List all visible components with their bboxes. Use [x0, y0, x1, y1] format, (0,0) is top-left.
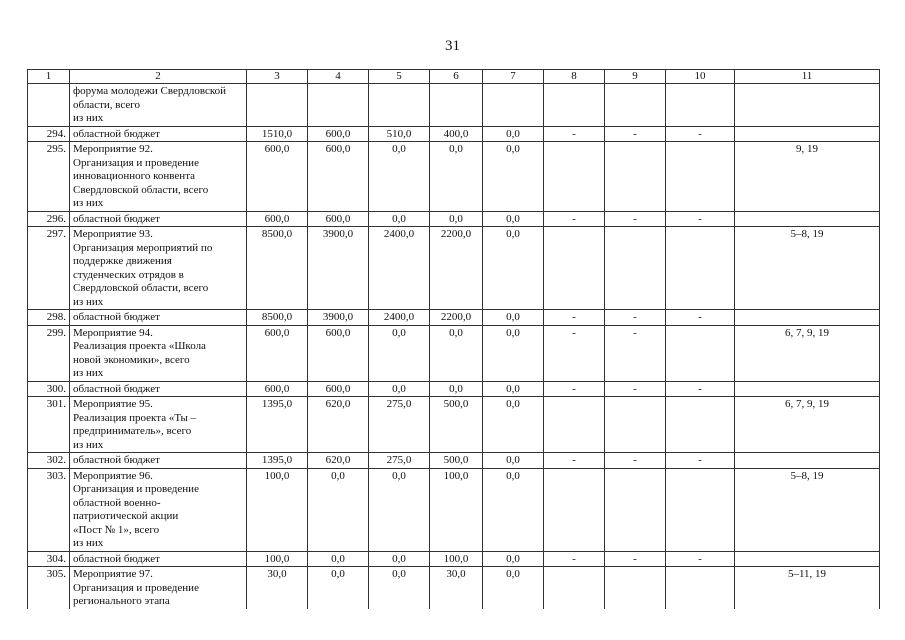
column-header: 11 [735, 70, 880, 84]
cell-col-6: 30,0 [430, 567, 483, 609]
cell-col-8: - [544, 211, 605, 227]
cell-col-6: 0,0 [430, 211, 483, 227]
cell-col-7: 0,0 [483, 551, 544, 567]
row-name [70, 126, 247, 142]
cell-col-4: 620,0 [308, 397, 369, 453]
page-number: 31 [445, 38, 460, 54]
cell-col-11 [735, 551, 880, 567]
cell-col-4: 600,0 [308, 142, 369, 212]
cell-col-11: 5–11, 19 [735, 567, 880, 609]
row-name-line: Мероприятие 93. [73, 228, 153, 240]
cell-col-9 [605, 567, 666, 609]
row-name-line: форума молодежи Свердловской [73, 85, 227, 97]
row-name-line: патриотической акции [73, 510, 179, 522]
row-name-line: Мероприятие 95. [73, 398, 153, 410]
cell-col-3: 1510,0 [247, 126, 308, 142]
column-header: 9 [605, 70, 666, 84]
cell-col-5: 0,0 [369, 551, 430, 567]
cell-col-8: - [544, 325, 605, 381]
table-row [28, 211, 880, 227]
row-number: 304. [28, 551, 70, 567]
cell-col-7: 0,0 [483, 310, 544, 326]
row-name-line: Мероприятие 97. [73, 568, 153, 580]
column-header: 4 [308, 70, 369, 84]
table-row [28, 567, 880, 609]
row-number: 300. [28, 381, 70, 397]
cell-col-9: - [605, 325, 666, 381]
cell-col-6: 2200,0 [430, 227, 483, 310]
row-name [70, 468, 247, 551]
cell-col-4: 0,0 [308, 468, 369, 551]
cell-col-4: 600,0 [308, 381, 369, 397]
cell-col-10 [666, 567, 735, 609]
cell-col-4: 3900,0 [308, 227, 369, 310]
row-name-line: из них [73, 537, 104, 549]
cell-col-8 [544, 397, 605, 453]
cell-col-3: 1395,0 [247, 453, 308, 469]
cell-col-4: 600,0 [308, 325, 369, 381]
table-row [28, 551, 880, 567]
row-name [70, 567, 247, 609]
row-number: 305. [28, 567, 70, 609]
cell-col-10: - [666, 126, 735, 142]
table-row [28, 397, 880, 453]
row-name-line: Мероприятие 96. [73, 469, 153, 482]
cell-col-11: 5–8, 19 [735, 227, 880, 310]
cell-col-9 [605, 84, 666, 127]
row-name [70, 381, 247, 397]
cell-col-3: 600,0 [247, 381, 308, 397]
row-number: 299. [28, 325, 70, 381]
table-row [28, 453, 880, 469]
row-name [70, 551, 247, 567]
cell-col-9: - [605, 126, 666, 142]
cell-col-6: 0,0 [430, 381, 483, 397]
cell-col-7 [483, 84, 544, 127]
cell-col-5: 0,0 [369, 567, 430, 609]
cell-col-8 [544, 567, 605, 609]
cell-col-9 [605, 142, 666, 212]
cell-col-11 [735, 126, 880, 142]
table-row [28, 126, 880, 142]
row-name-line: новой экономики», всего [73, 353, 190, 366]
cell-col-3: 600,0 [247, 211, 308, 227]
row-name-line: из них [73, 112, 104, 124]
row-name-line: инновационного конвента [73, 170, 196, 182]
cell-col-10 [666, 468, 735, 551]
cell-col-9 [605, 227, 666, 310]
cell-col-7: 0,0 [483, 381, 544, 397]
cell-col-9 [605, 397, 666, 453]
cell-col-9: - [605, 310, 666, 326]
cell-col-10: - [666, 551, 735, 567]
table-header-row [28, 70, 880, 84]
cell-col-8 [544, 227, 605, 310]
cell-col-10 [666, 397, 735, 453]
row-name-line: регионального этапа [73, 595, 170, 607]
row-name-line: Организация и проведение [73, 156, 199, 169]
row-name-line: поддержке движения [73, 255, 172, 267]
row-name-line: Реализация проекта «Ты – [73, 411, 197, 424]
row-name-line: области, всего [73, 98, 141, 111]
cell-col-10 [666, 325, 735, 381]
cell-col-8: - [544, 310, 605, 326]
cell-col-10 [666, 142, 735, 212]
row-number: 303. [28, 468, 70, 551]
table-row [28, 310, 880, 326]
column-header: 1 [28, 70, 70, 84]
cell-col-8 [544, 468, 605, 551]
cell-col-11 [735, 381, 880, 397]
column-header: 5 [369, 70, 430, 84]
cell-col-7: 0,0 [483, 397, 544, 453]
cell-col-5: 0,0 [369, 142, 430, 212]
row-name-line: Организация и проведение [73, 483, 199, 495]
row-name [70, 310, 247, 326]
row-name-line: из них [73, 367, 104, 379]
row-name [70, 325, 247, 381]
cell-col-10: - [666, 310, 735, 326]
cell-col-10: - [666, 381, 735, 397]
column-header: 10 [666, 70, 735, 84]
row-name [70, 227, 247, 310]
cell-col-5: 510,0 [369, 126, 430, 142]
cell-col-3: 100,0 [247, 468, 308, 551]
row-name-line: Организация и проведение [73, 581, 199, 594]
cell-col-11: 6, 7, 9, 19 [735, 397, 880, 453]
cell-col-5: 275,0 [369, 397, 430, 453]
cell-col-10: - [666, 211, 735, 227]
cell-col-9 [605, 468, 666, 551]
cell-col-4 [308, 84, 369, 127]
cell-col-5: 0,0 [369, 325, 430, 381]
cell-col-3: 100,0 [247, 551, 308, 567]
cell-col-6: 0,0 [430, 142, 483, 212]
row-name-line: студенческих отрядов в [73, 268, 184, 281]
cell-col-3: 600,0 [247, 142, 308, 212]
cell-col-4: 600,0 [308, 126, 369, 142]
cell-col-6: 100,0 [430, 551, 483, 567]
row-name [70, 211, 247, 227]
cell-col-11 [735, 453, 880, 469]
cell-col-11 [735, 310, 880, 326]
column-header: 2 [70, 70, 247, 84]
column-header: 3 [247, 70, 308, 84]
row-name-line: Мероприятие 92. [73, 143, 153, 155]
row-name [70, 397, 247, 453]
cell-col-3: 30,0 [247, 567, 308, 609]
row-number: 298. [28, 310, 70, 326]
cell-col-6: 100,0 [430, 468, 483, 551]
cell-col-9: - [605, 453, 666, 469]
cell-col-7: 0,0 [483, 453, 544, 469]
row-number: 301. [28, 397, 70, 453]
row-number: 297. [28, 227, 70, 310]
cell-col-11: 9, 19 [735, 142, 880, 212]
row-name-line: областной бюджет [73, 127, 160, 140]
cell-col-7: 0,0 [483, 227, 544, 310]
row-number: 295. [28, 142, 70, 212]
cell-col-7: 0,0 [483, 567, 544, 609]
cell-col-5: 0,0 [369, 468, 430, 551]
row-name-line: предприниматель», всего [73, 425, 192, 437]
cell-col-5: 2400,0 [369, 227, 430, 310]
row-name [70, 453, 247, 469]
row-number [28, 84, 70, 127]
row-name-line: Свердловской области, всего [73, 183, 209, 196]
column-header: 6 [430, 70, 483, 84]
row-name-line: из них [73, 197, 104, 209]
row-name-line: областной бюджет [73, 382, 160, 395]
cell-col-3: 1395,0 [247, 397, 308, 453]
table-row [28, 142, 880, 212]
row-name-line: Реализация проекта «Школа [73, 340, 206, 352]
table-row [28, 227, 880, 310]
cell-col-6: 400,0 [430, 126, 483, 142]
cell-col-4: 620,0 [308, 453, 369, 469]
program-table [27, 69, 880, 609]
cell-col-4: 600,0 [308, 211, 369, 227]
cell-col-9: - [605, 211, 666, 227]
column-header: 8 [544, 70, 605, 84]
cell-col-7: 0,0 [483, 211, 544, 227]
cell-col-3 [247, 84, 308, 127]
cell-col-10 [666, 84, 735, 127]
row-name-line: Свердловской области, всего [73, 282, 209, 294]
table-row [28, 381, 880, 397]
row-name-line: Мероприятие 94. [73, 326, 153, 339]
cell-col-3: 8500,0 [247, 310, 308, 326]
row-name-line: из них [73, 295, 104, 308]
cell-col-5 [369, 84, 430, 127]
cell-col-10: - [666, 453, 735, 469]
row-name-line: областной бюджет [73, 552, 160, 565]
cell-col-8: - [544, 126, 605, 142]
cell-col-11: 5–8, 19 [735, 468, 880, 551]
row-number: 302. [28, 453, 70, 469]
cell-col-3: 600,0 [247, 325, 308, 381]
row-name-line: областной бюджет [73, 454, 160, 466]
cell-col-8 [544, 84, 605, 127]
cell-col-11 [735, 84, 880, 127]
cell-col-9: - [605, 551, 666, 567]
column-header: 7 [483, 70, 544, 84]
cell-col-4: 0,0 [308, 567, 369, 609]
cell-col-3: 8500,0 [247, 227, 308, 310]
cell-col-7: 0,0 [483, 126, 544, 142]
row-number: 294. [28, 126, 70, 142]
cell-col-8 [544, 142, 605, 212]
cell-col-5: 275,0 [369, 453, 430, 469]
cell-col-5: 2400,0 [369, 310, 430, 326]
row-number: 296. [28, 211, 70, 227]
row-name [70, 84, 247, 127]
row-name-line: областной бюджет [73, 311, 160, 323]
cell-col-7: 0,0 [483, 468, 544, 551]
cell-col-5: 0,0 [369, 211, 430, 227]
table-row [28, 325, 880, 381]
cell-col-6 [430, 84, 483, 127]
cell-col-5: 0,0 [369, 381, 430, 397]
cell-col-6: 2200,0 [430, 310, 483, 326]
cell-col-8: - [544, 551, 605, 567]
cell-col-10 [666, 227, 735, 310]
cell-col-6: 500,0 [430, 397, 483, 453]
row-name [70, 142, 247, 212]
cell-col-7: 0,0 [483, 142, 544, 212]
cell-col-8: - [544, 453, 605, 469]
cell-col-4: 3900,0 [308, 310, 369, 326]
cell-col-7: 0,0 [483, 325, 544, 381]
row-name-line: областной военно- [73, 496, 161, 509]
cell-col-11 [735, 211, 880, 227]
cell-col-9: - [605, 381, 666, 397]
row-name-line: из них [73, 438, 104, 451]
cell-col-6: 500,0 [430, 453, 483, 469]
row-name-line: Организация мероприятий по [73, 241, 213, 254]
cell-col-4: 0,0 [308, 551, 369, 567]
table-row [28, 84, 880, 127]
row-name-line: областной бюджет [73, 212, 160, 225]
cell-col-6: 0,0 [430, 325, 483, 381]
cell-col-11: 6, 7, 9, 19 [735, 325, 880, 381]
cell-col-8: - [544, 381, 605, 397]
table-row [28, 468, 880, 551]
row-name-line: «Пост № 1», всего [73, 523, 160, 536]
